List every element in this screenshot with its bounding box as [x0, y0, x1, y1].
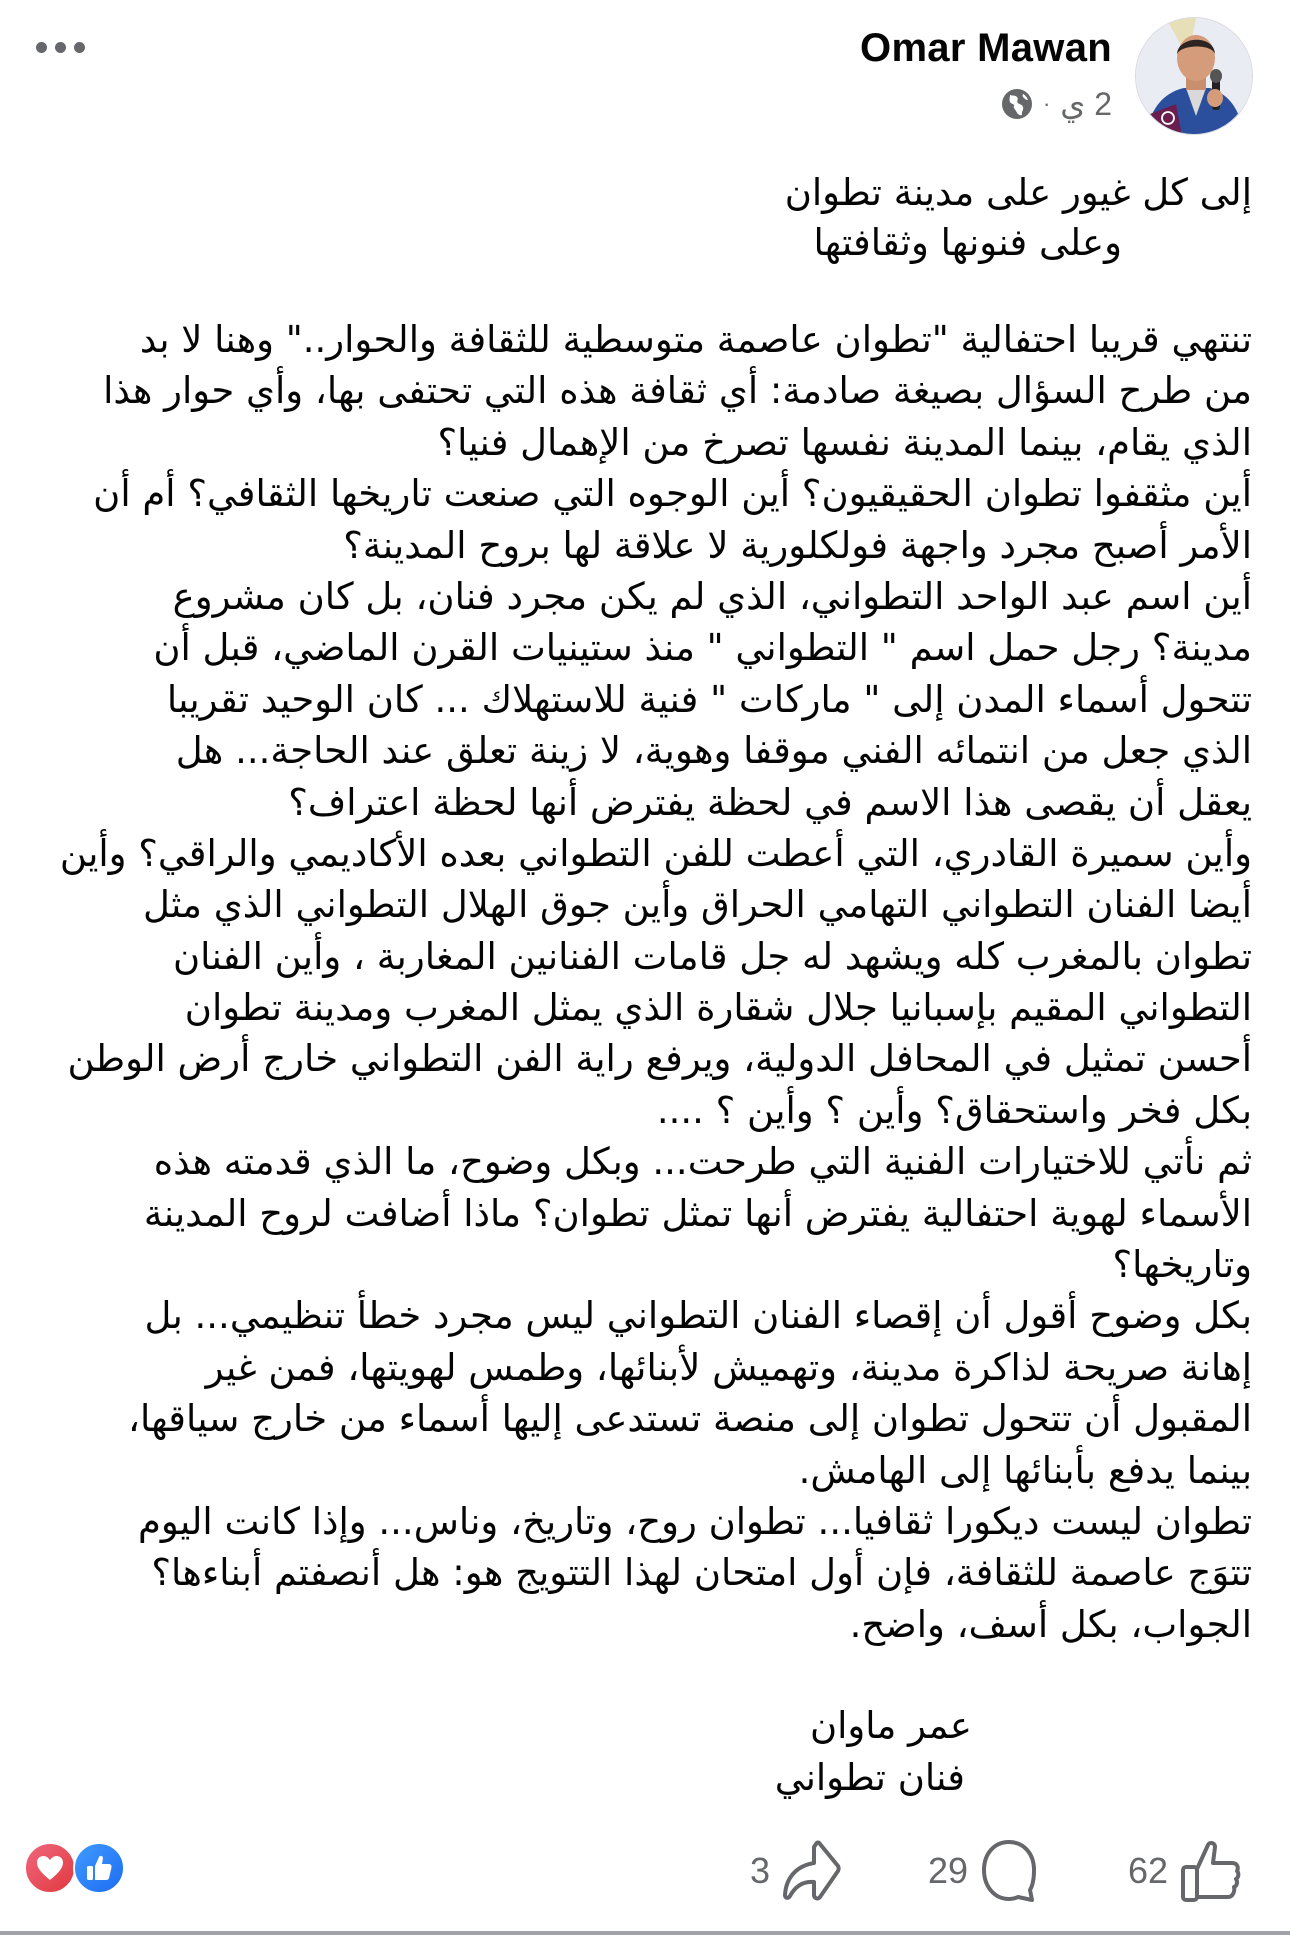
post-signature — [0, 1700, 1290, 1804]
post-body-line: يعقل أن يقصى هذا الاسم في لحظة يفترض أنها لحظة اعتراف؟ — [288, 780, 1252, 824]
avatar[interactable] — [1135, 17, 1253, 135]
share-button[interactable] — [750, 1838, 842, 1904]
post-body-line: أين مثقفوا تطوان الحقيقيون؟ أين الوجوه التي صنعت تاريخها الثقافي؟ أم أن — [93, 472, 1252, 516]
post-body-line: تطوان ليست ديكورا ثقافيا... تطوان روح، وتاريخ، وناس... وإذا كانت اليوم — [137, 1499, 1252, 1543]
post-body-line: الذي جعل من انتمائه الفني موقفا وهوية، لا زينة تعلق عند الحاجة... هل — [175, 729, 1252, 773]
post-meta — [1001, 84, 1112, 124]
greeting-line: إلى كل غيور على مدينة تطوان — [784, 171, 1252, 214]
post-time[interactable]: 2 ي — [1060, 86, 1112, 122]
like-button[interactable] — [1128, 1838, 1242, 1904]
post-body-line: بكل فخر واستحقاق؟ وأين ؟ وأين ؟ .... — [656, 1088, 1252, 1132]
meta-separator: · — [1042, 91, 1051, 116]
post-body-line: تتحول أسماء المدن إلى " ماركات " فنية للاستهلاك ... كان الوحيد تقريبا — [166, 677, 1252, 721]
post-greeting — [30, 168, 1252, 268]
post-body-line: أيضا الفنان التطواني التهامي الحراق وأين جوق الهلال التطواني الذي مثل — [143, 883, 1252, 927]
reaction-summary[interactable] — [24, 1844, 125, 1892]
like-reaction-icon — [73, 1842, 125, 1894]
like-count: 62 — [1128, 1850, 1169, 1891]
more-dots-icon — [74, 42, 85, 53]
post-body-line: وتاريخها؟ — [1112, 1243, 1252, 1287]
post-body-line: المقبول أن تتحول تطوان إلى منصة تستدعى إليها أسماء من خارج سياقها، — [128, 1397, 1252, 1441]
share-count: 3 — [750, 1850, 771, 1891]
globe-icon — [1001, 88, 1033, 120]
post-body-line: من طرح السؤال بصيغة صادمة: أي ثقافة هذه التي تحتفى بها، وأي حوار هذا — [103, 369, 1252, 413]
signature-name: عمر ماوان — [809, 1704, 972, 1747]
post-body-line: تنتهي قريبا احتفالية "تطوان عاصمة متوسطية للثقافة والحوار.." وهنا لا بد — [139, 318, 1252, 361]
signature-title: فنان تطواني — [774, 1756, 965, 1799]
avatar-photo — [1136, 18, 1253, 135]
post-body-line: الأمر أصبح مجرد واجهة فولكلورية لا علاقة لها بروح المدينة؟ — [343, 523, 1252, 567]
post-body-line: بكل وضوح أقول أن إقصاء الفنان التطواني ليس مجرد خطأ تنظيمي... بل — [144, 1294, 1252, 1338]
comment-count: 29 — [928, 1850, 969, 1891]
post-body-line: مدينة؟ رجل حمل اسم " التطواني " منذ ستينيات القرن الماضي، قبل أن — [153, 626, 1252, 670]
like-icon — [1180, 1839, 1242, 1903]
post-body-line: ثم نأتي للاختيارات الفنية التي طرحت... وبكل وضوح، ما الذي قدمته هذه — [153, 1140, 1252, 1184]
greeting-line: وعلى فنونها وثقافتها — [813, 221, 1122, 264]
post-body-line: أحسن تمثيل في المحافل الدولية، ويرفع راية الفن التطواني خارج أرض الوطن — [67, 1037, 1252, 1081]
more-options-button[interactable] — [36, 32, 96, 62]
post-body-line: تتوَج عاصمة للثقافة، فإن أول امتحان لهذا التتويج هو: هل أنصفتم أبناءها؟ — [151, 1551, 1252, 1595]
post-body-line: تطوان بالمغرب كله ويشهد له جل قامات الفنانين المغاربة ، وأين الفنان — [173, 934, 1252, 978]
post-body-line: إهانة صريحة لذاكرة مدينة، وتهميش لأبنائها، وطمس لهويتها، فمن غير — [205, 1345, 1252, 1389]
bottom-divider — [0, 1931, 1290, 1935]
post-body-line: الأسماء لهوية احتفالية يفترض أنها تمثل تطوان؟ ماذا أضافت لروح المدينة — [143, 1191, 1252, 1235]
more-dots-icon — [55, 42, 66, 53]
post-body-line: بينما يدفع بأبنائها إلى الهامش. — [798, 1448, 1252, 1492]
more-dots-icon — [36, 42, 47, 53]
author-name[interactable]: Omar Mawan — [860, 26, 1112, 70]
post-body-line: الجواب، بكل أسف، واضح. — [849, 1602, 1252, 1646]
post-body-line: الذي يقام، بينما المدينة نفسها تصرخ من الإهمال فنيا؟ — [437, 420, 1252, 464]
post-body-line: أين اسم عبد الواحد التطواني، الذي لم يكن مجرد فنان، بل كان مشروع — [172, 574, 1252, 618]
comment-button[interactable] — [928, 1838, 1038, 1904]
post-body-line: التطواني المقيم بإسبانيا جلال شقارة الذي يمثل المغرب ومدينة تطوان — [184, 986, 1252, 1030]
post-body-line: وأين سميرة القادري، التي أعطت للفن التطواني بعده الأكاديمي والراقي؟ وأين — [59, 831, 1252, 875]
love-reaction-icon — [24, 1842, 76, 1894]
comment-icon — [980, 1839, 1038, 1903]
post-body — [30, 314, 1252, 1650]
share-icon — [782, 1840, 842, 1902]
